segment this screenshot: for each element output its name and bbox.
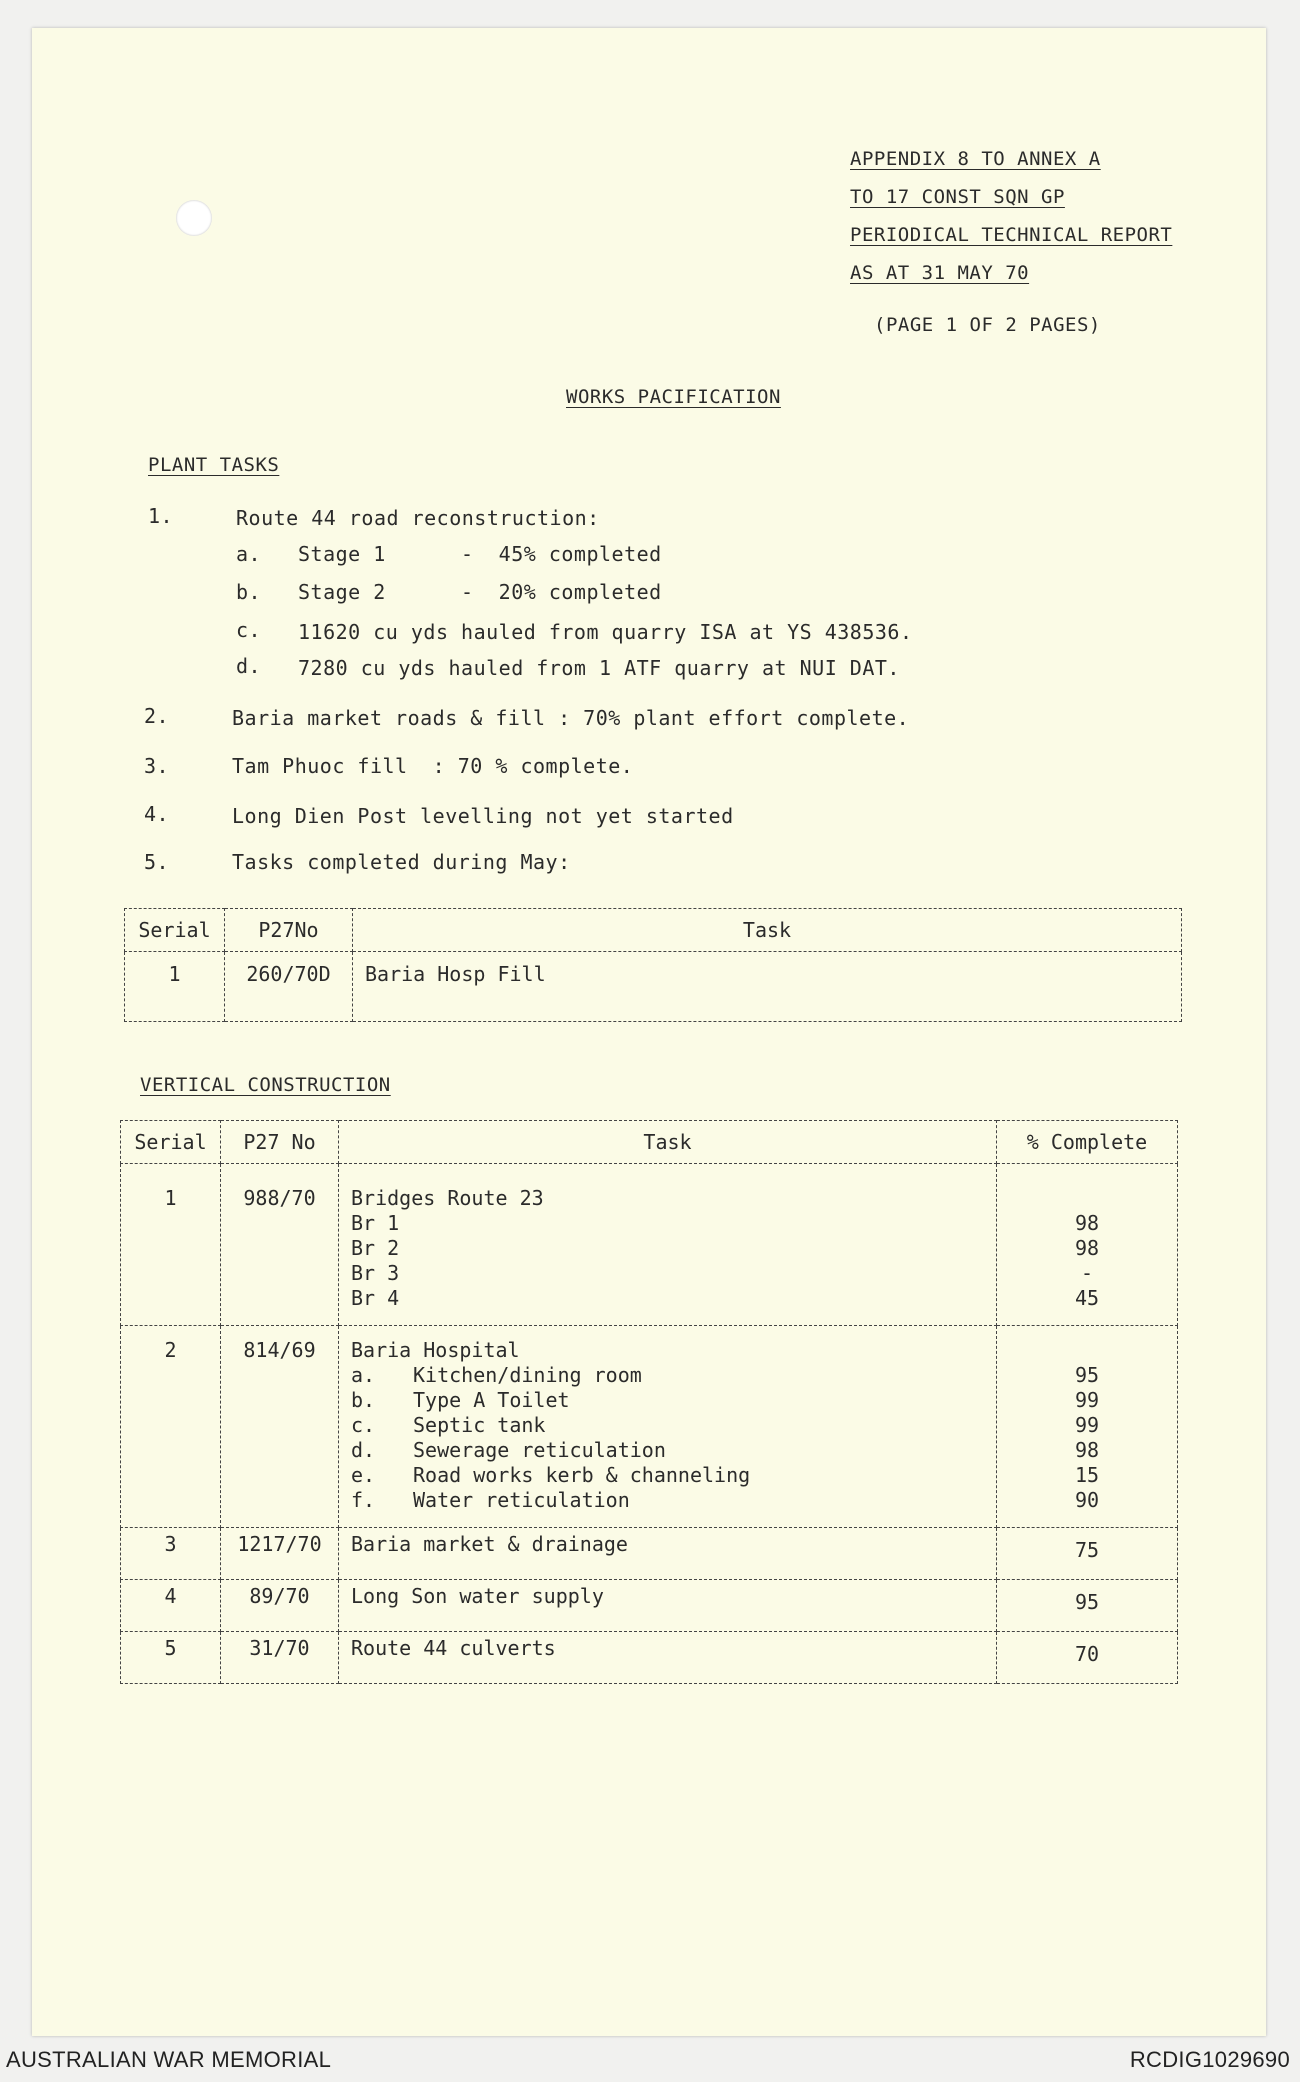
task-line-text: Road works kerb & channeling — [413, 1463, 751, 1487]
task-line — [351, 1463, 996, 1488]
task-line: Br 2 — [351, 1236, 400, 1260]
task-line-text: Water reticulation — [413, 1488, 630, 1512]
item-number: 4. — [144, 802, 170, 826]
table-row — [121, 1326, 1178, 1528]
table-header-row — [121, 1121, 1178, 1164]
percent-value: 99 — [1074, 1388, 1100, 1412]
cell-percent: 70 — [997, 1632, 1178, 1684]
cell-percent: 75 — [997, 1528, 1178, 1580]
task-line-text: Septic tank — [413, 1413, 546, 1437]
task-line — [351, 1363, 996, 1388]
task-title: Bridges Route 23 — [351, 1186, 544, 1210]
cell-task: Route 44 culverts — [339, 1632, 997, 1684]
column-header-percent-complete: % Complete — [997, 1121, 1178, 1164]
header-line-1: APPENDIX 8 TO ANNEX A — [850, 148, 1101, 170]
task-title: Baria Hospital — [351, 1338, 520, 1362]
cell-p27: 814/69 — [221, 1326, 339, 1528]
percent-value: 90 — [1074, 1488, 1100, 1512]
cell-p27: 89/70 — [221, 1580, 339, 1632]
punch-hole — [176, 200, 212, 236]
task-line-letter: a. — [351, 1363, 376, 1387]
sub-item-letter: b. — [236, 580, 262, 604]
sub-item-text: 7280 cu yds hauled from 1 ATF quarry at NUI DAT. — [298, 656, 900, 680]
column-header-serial: Serial — [125, 909, 225, 952]
sub-item-letter: d. — [236, 654, 262, 678]
task-line: Br 1 — [351, 1211, 400, 1235]
percent-value: 95 — [1074, 1363, 1100, 1387]
task-line-letter: d. — [351, 1438, 376, 1462]
cell-serial: 1 — [125, 952, 225, 1022]
column-header-p27: P27 No — [221, 1121, 339, 1164]
sub-item-letter: a. — [236, 542, 262, 566]
plant-tasks-heading: PLANT TASKS — [148, 454, 280, 476]
document-title: WORKS PACIFICATION — [566, 386, 781, 408]
table-row — [121, 1632, 1178, 1684]
sub-item-text: Stage 2 - 20% completed — [298, 580, 662, 604]
percent-value: - — [1080, 1261, 1094, 1285]
task-line-text: Type A Toilet — [413, 1388, 570, 1412]
sub-item-text: 11620 cu yds hauled from quarry ISA at YS 438536. — [298, 620, 913, 644]
document-page — [32, 28, 1266, 2036]
column-header-serial: Serial — [121, 1121, 221, 1164]
item-text: Tam Phuoc fill : 70 % complete. — [232, 754, 634, 778]
task-line-letter: c. — [351, 1413, 376, 1437]
task-line-text: Kitchen/dining room — [413, 1363, 642, 1387]
cell-p27: 31/70 — [221, 1632, 339, 1684]
table-header-row — [125, 909, 1182, 952]
cell-percent: 95 — [997, 1580, 1178, 1632]
cell-task: Baria market & drainage — [339, 1528, 997, 1580]
vertical-construction-table — [120, 1120, 1178, 1684]
percent-value: 98 — [1074, 1438, 1100, 1462]
item-number: 3. — [144, 754, 170, 778]
cell-p27: 260/70D — [225, 952, 353, 1022]
item-text: Long Dien Post levelling not yet started — [232, 804, 734, 828]
item-number: 5. — [144, 850, 170, 874]
cell-serial: 2 — [121, 1326, 221, 1528]
task-line-letter: e. — [351, 1463, 376, 1487]
percent-value: 45 — [1074, 1286, 1100, 1310]
footer-record-id: RCDIG1029690 — [1129, 2047, 1290, 2072]
cell-task — [339, 1164, 997, 1326]
task-line — [351, 1438, 996, 1463]
plant-tasks-table — [124, 908, 1182, 1022]
item-text: Baria market roads & fill : 70% plant effort complete. — [232, 706, 910, 730]
cell-serial: 4 — [121, 1580, 221, 1632]
item-number: 1. — [148, 504, 174, 528]
column-header-p27: P27No — [225, 909, 353, 952]
item-text: Route 44 road reconstruction: — [236, 506, 600, 530]
cell-serial: 3 — [121, 1528, 221, 1580]
table-row — [125, 952, 1182, 1022]
task-line: Br 3 — [351, 1261, 400, 1285]
table-row — [121, 1164, 1178, 1326]
cell-serial: 5 — [121, 1632, 221, 1684]
task-line — [351, 1413, 996, 1438]
percent-value: 98 — [1074, 1236, 1100, 1260]
cell-percent — [997, 1164, 1178, 1326]
task-line: Br 4 — [351, 1286, 400, 1310]
item-number: 2. — [144, 704, 170, 728]
cell-p27: 1217/70 — [221, 1528, 339, 1580]
percent-value: 99 — [1074, 1413, 1100, 1437]
cell-task: Long Son water supply — [339, 1580, 997, 1632]
vertical-construction-heading: VERTICAL CONSTRUCTION — [140, 1074, 391, 1096]
cell-task — [339, 1326, 997, 1528]
header-line-2: TO 17 CONST SQN GP — [850, 186, 1065, 208]
header-line-3: PERIODICAL TECHNICAL REPORT — [850, 224, 1173, 246]
table-row — [121, 1580, 1178, 1632]
percent-value: 98 — [1074, 1211, 1100, 1235]
sub-item-letter: c. — [236, 618, 262, 642]
table-row — [121, 1528, 1178, 1580]
column-header-task: Task — [353, 909, 1182, 952]
cell-serial: 1 — [121, 1164, 221, 1326]
page-indicator: (PAGE 1 OF 2 PAGES) — [874, 314, 1101, 336]
task-line-text: Sewerage reticulation — [413, 1438, 666, 1462]
footer-archive-name: AUSTRALIAN WAR MEMORIAL — [6, 2047, 332, 2072]
task-line-letter: b. — [351, 1388, 376, 1412]
column-header-task: Task — [339, 1121, 997, 1164]
header-line-4: AS AT 31 MAY 70 — [850, 262, 1030, 284]
task-line-letter: f. — [351, 1488, 376, 1512]
task-line — [351, 1488, 996, 1513]
sub-item-text: Stage 1 - 45% completed — [298, 542, 662, 566]
percent-value: 15 — [1074, 1463, 1100, 1487]
cell-percent — [997, 1326, 1178, 1528]
task-line — [351, 1388, 996, 1413]
item-text: Tasks completed during May: — [232, 850, 571, 874]
cell-p27: 988/70 — [221, 1164, 339, 1326]
cell-task: Baria Hosp Fill — [353, 952, 1182, 1022]
